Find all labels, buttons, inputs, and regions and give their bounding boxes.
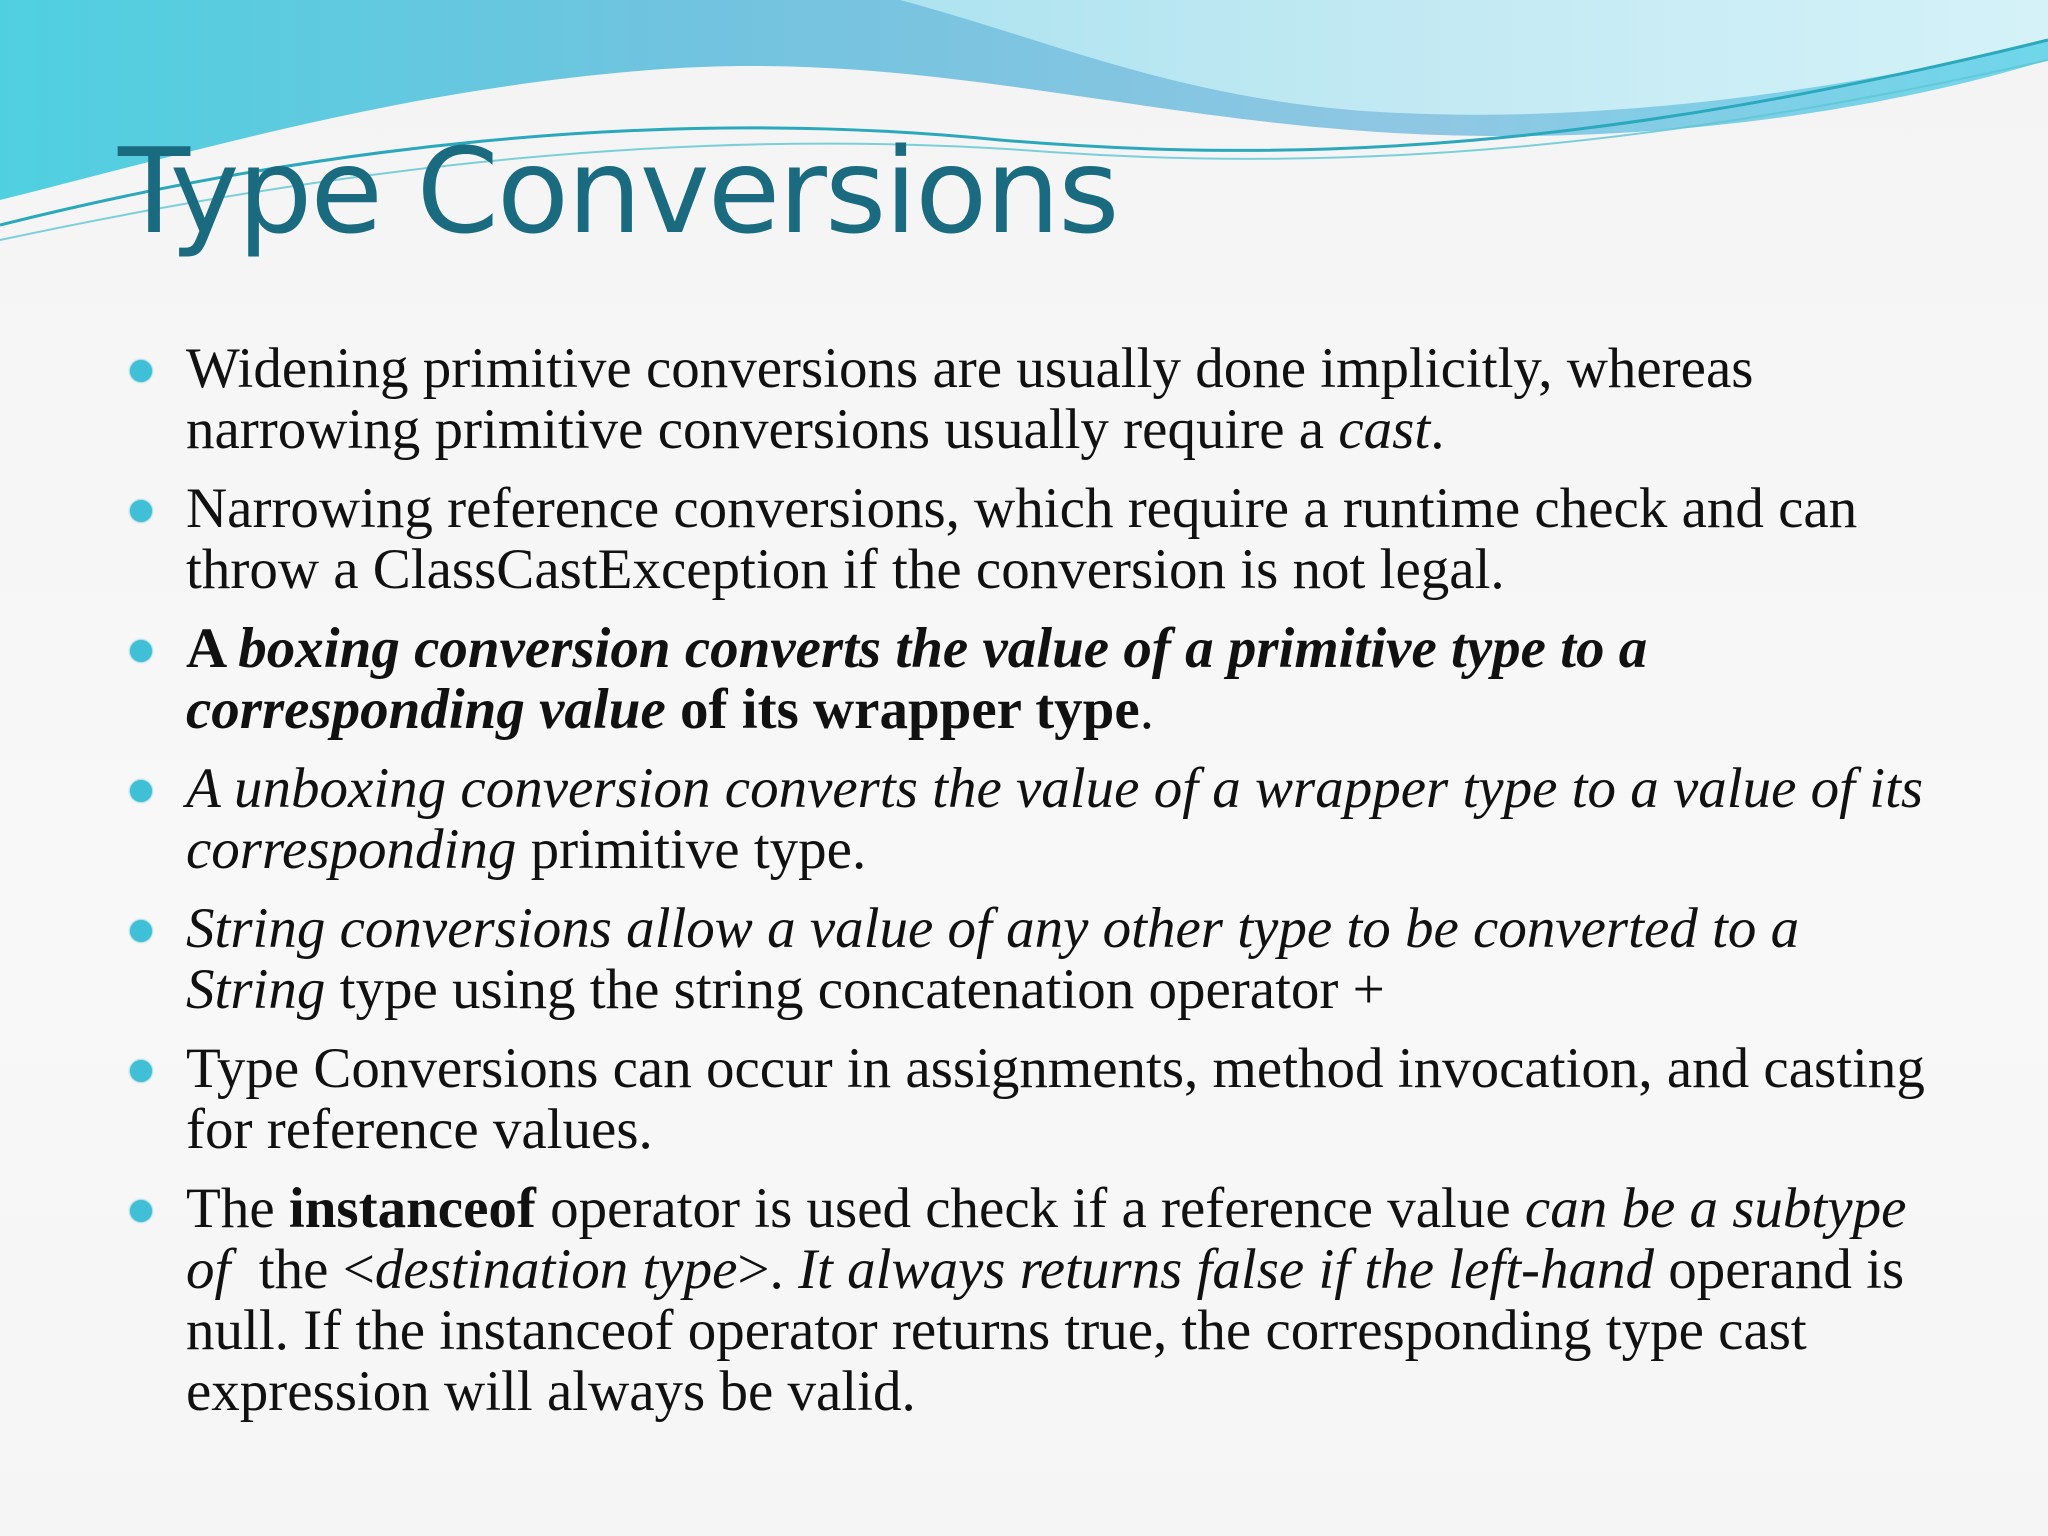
text-run: boxing conversion converts the value of a primitive type to a corresponding value <box>186 617 1662 741</box>
bullet-dot-icon <box>130 640 152 662</box>
bullet-list <box>128 338 1948 1440</box>
bullet-text <box>186 1037 1939 1161</box>
text-run: instanceof <box>288 1177 536 1240</box>
bullet-dot-icon <box>130 500 152 522</box>
bullet-dot-icon <box>130 1060 152 1082</box>
bullet-text <box>186 757 1937 881</box>
text-run: String conversions allow a value of any other type to be converted to a String <box>186 897 1814 1021</box>
bullet-text <box>186 897 1813 1021</box>
bullet-dot-icon <box>130 920 152 942</box>
bullet-item <box>128 1178 1948 1422</box>
text-run: Narrowing reference conversions, which require a runtime check and can throw a ClassCastException if the conversion is not legal. <box>186 477 1872 601</box>
text-run: A <box>186 617 239 680</box>
bullet-dot-icon <box>130 780 152 802</box>
text-run: destination type <box>374 1238 738 1301</box>
text-run: cast <box>1338 398 1431 461</box>
text-run: the < <box>244 1238 375 1301</box>
bullet-item <box>128 618 1948 740</box>
text-run: can be a subtype of <box>186 1177 1921 1301</box>
text-run: operand is null. If the instanceof operator returns true, the corresponding type cast expression will always be valid. <box>186 1238 1919 1423</box>
bullet-item <box>128 1038 1948 1160</box>
text-run: The <box>186 1177 289 1240</box>
bullet-dot-icon <box>130 360 152 382</box>
bullet-text <box>186 1177 1921 1423</box>
bullet-dot-icon <box>130 1200 152 1222</box>
text-run: operator is used check if a reference value <box>535 1177 1525 1240</box>
text-run: primitive type. <box>516 818 867 881</box>
text-run: Widening primitive conversions are usually done implicitly, whereas narrowing primitive conversions usually require a <box>186 337 1768 461</box>
text-run: Type Conversions can occur in assignments, method invocation, and casting for reference values. <box>186 1037 1940 1161</box>
bullet-item <box>128 898 1948 1020</box>
bullet-item <box>128 478 1948 600</box>
bullet-item <box>128 338 1948 460</box>
text-run: It always returns false if the left-hand <box>798 1238 1655 1301</box>
bullet-text <box>186 477 1871 601</box>
bullet-item <box>128 758 1948 880</box>
text-run: . <box>1139 678 1154 741</box>
bullet-text <box>186 617 1662 741</box>
text-run: type using the string concatenation operator + <box>325 958 1385 1021</box>
text-run: A unboxing conversion converts the value of a wrapper type to a value of its corresponding <box>186 757 1938 881</box>
text-run: >. <box>737 1238 799 1301</box>
text-run: . <box>1430 398 1445 461</box>
bullet-text <box>186 337 1768 461</box>
text-run: of its wrapper type <box>665 678 1140 741</box>
slide-title: Type Conversions <box>118 122 1118 260</box>
